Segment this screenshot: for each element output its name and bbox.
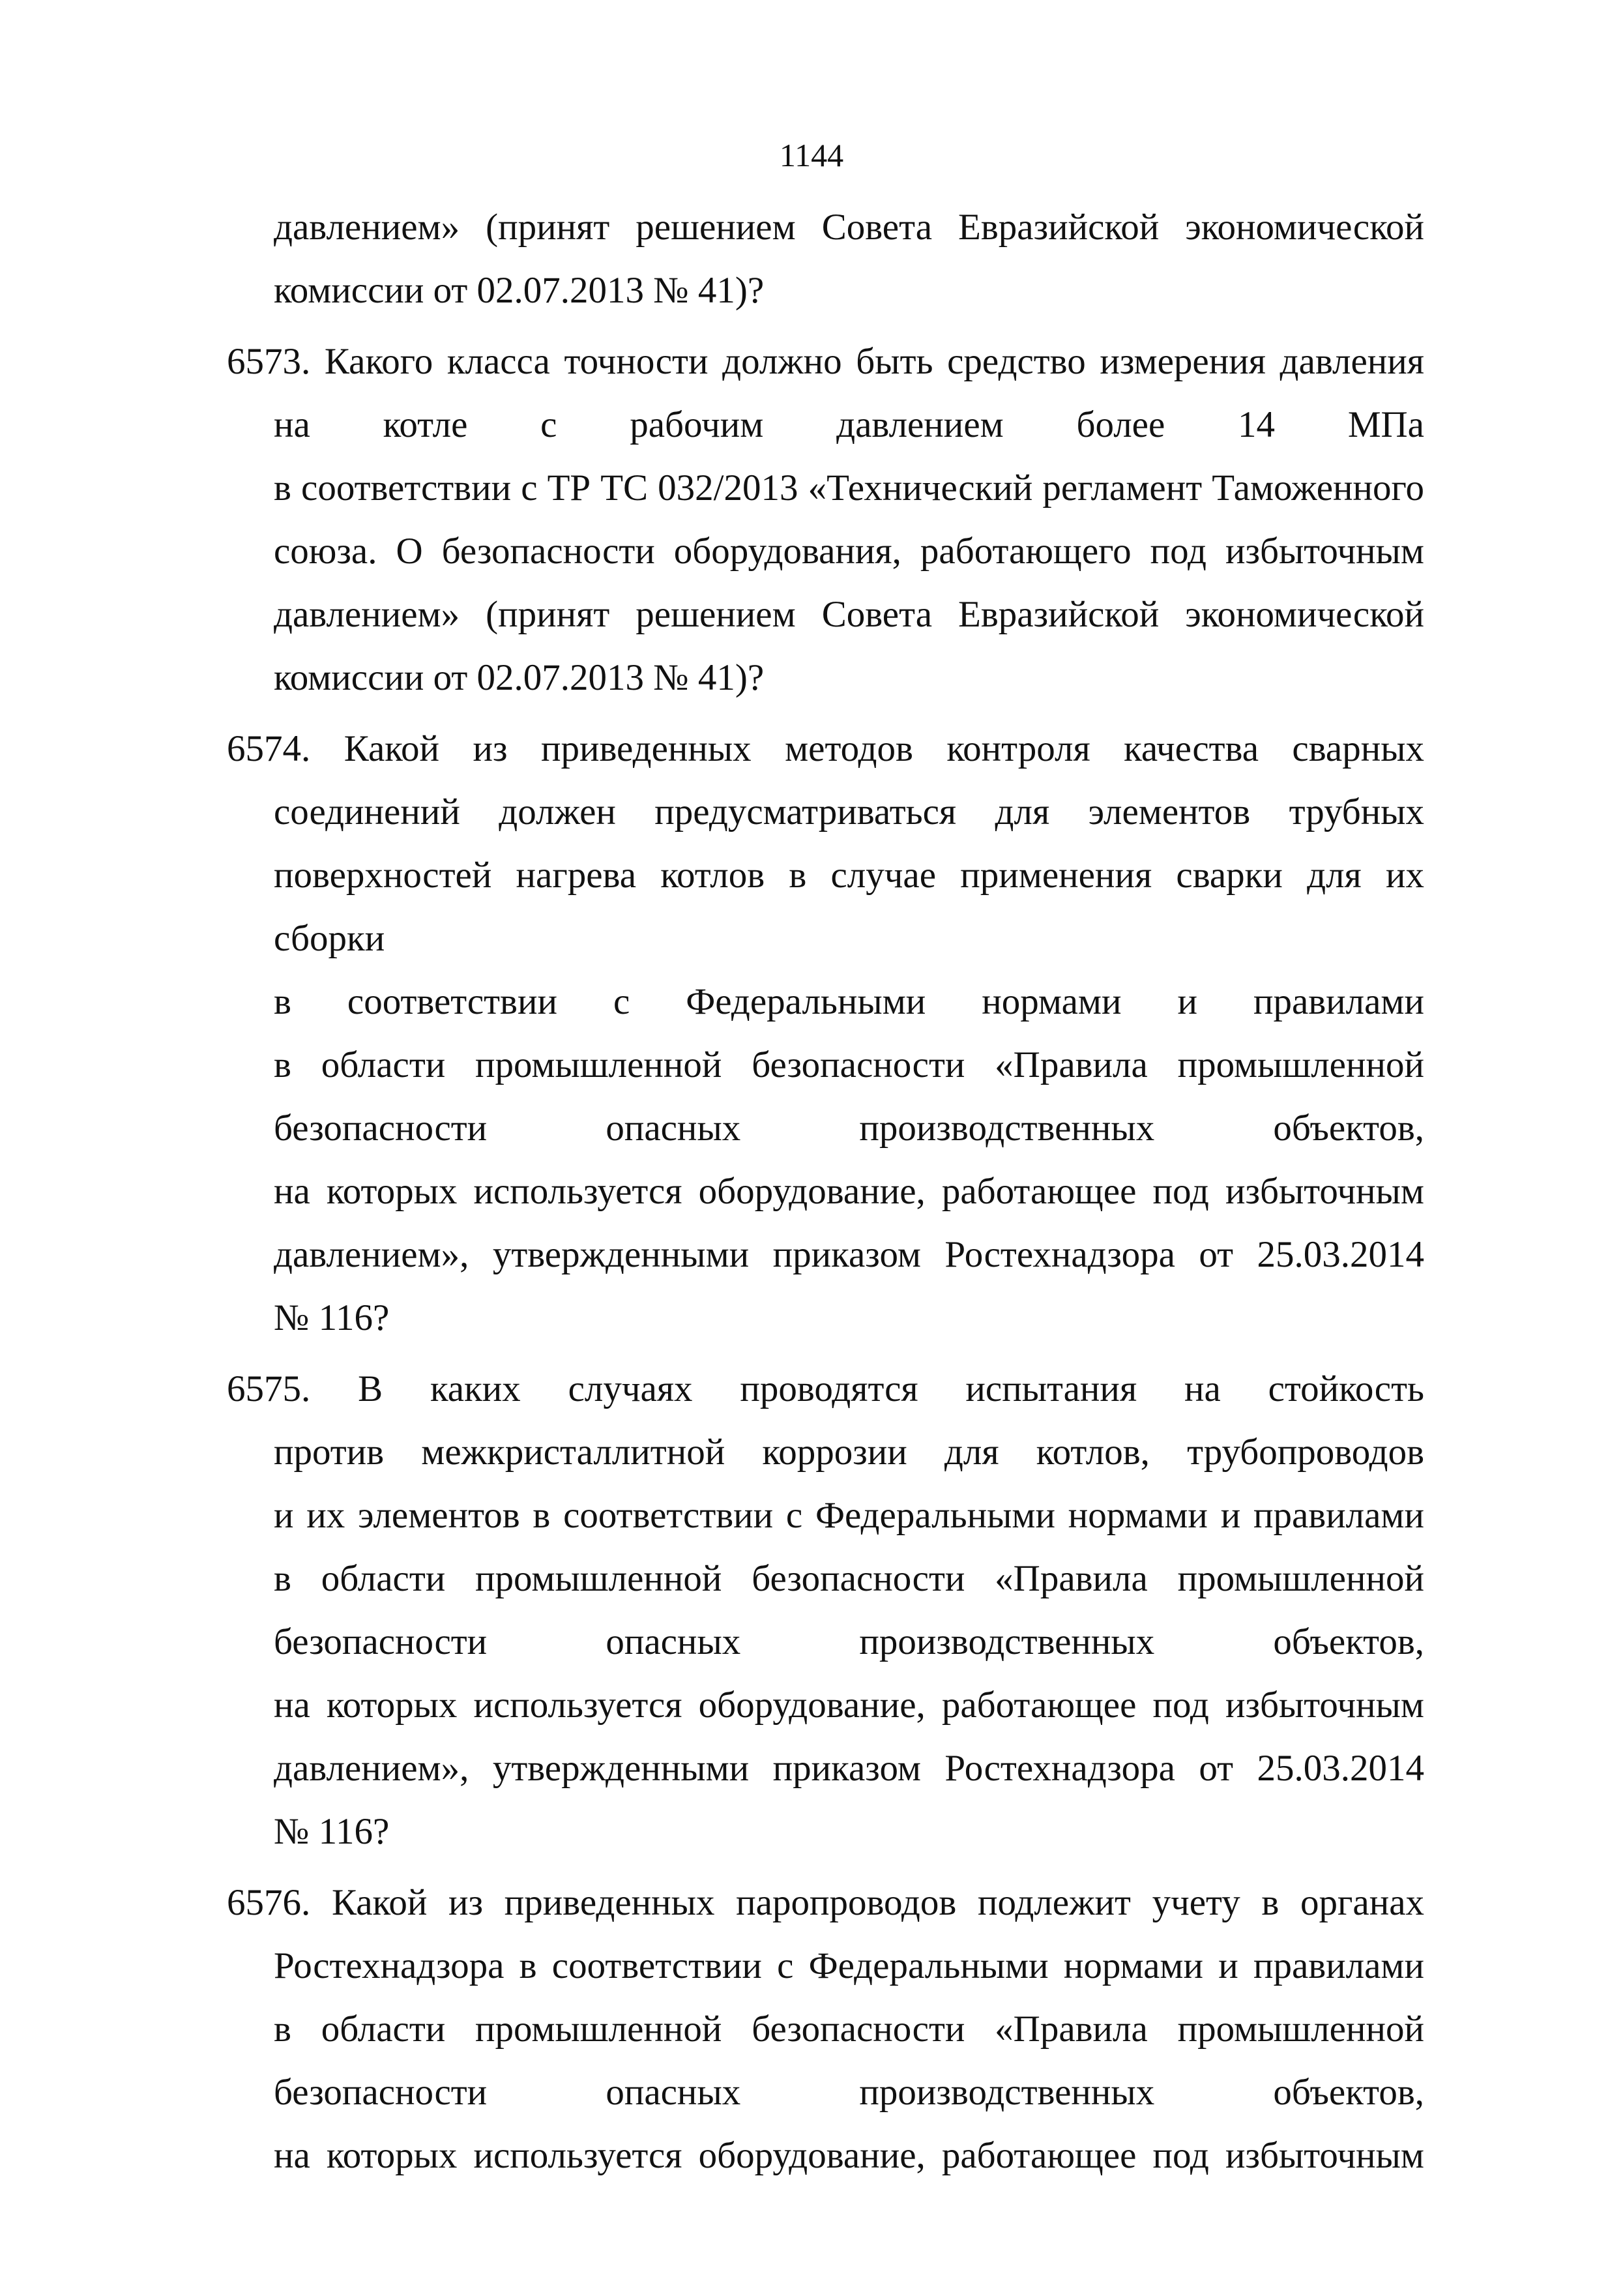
text-line: комиссии от 02.07.2013 № 41)?: [274, 657, 765, 698]
question-item-6573: [227, 330, 1424, 709]
text-line: [227, 717, 1424, 780]
text-line: [227, 330, 1424, 393]
text-line: безопасности опасных производственных объектов,: [274, 1108, 1424, 1149]
question-text-start: В каких случаях проводятся испытания на стойкость: [358, 1368, 1425, 1409]
text-line: союза. О безопасности оборудования, работающего под избыточным: [274, 531, 1424, 572]
question-item-6576: [227, 1871, 1425, 2187]
text-line: № 116?: [274, 1297, 390, 1338]
text-line: в области промышленной безопасности «Правила промышленной: [274, 2009, 1424, 2050]
question-number: 6575.: [227, 1368, 311, 1409]
text-line: безопасности опасных производственных объектов,: [274, 1621, 1424, 1662]
text-line: на котле с рабочим давлением более 14 МПа: [274, 404, 1424, 445]
text-line: в области промышленной безопасности «Правила промышленной: [274, 1044, 1424, 1085]
text-line: безопасности опасных производственных объектов,: [274, 2072, 1424, 2113]
text-line: комиссии от 02.07.2013 № 41)?: [274, 270, 765, 311]
text-line: на которых используется оборудование, работающее под избыточным: [274, 1685, 1424, 1726]
text-line: в соответствии с ТР ТС 032/2013 «Технический регламент Таможенного: [274, 467, 1424, 508]
question-text-start: Какой из приведенных паропроводов подлежит учету в органах: [331, 1882, 1425, 1923]
text-line: и их элементов в соответствии с Федеральными нормами и правилами: [274, 1495, 1424, 1536]
text-line: давлением» (принят решением Совета Евразийской экономической: [274, 207, 1424, 248]
text-line: соединений должен предусматриваться для элементов трубных: [274, 791, 1424, 832]
text-line: [227, 1357, 1424, 1420]
text-line: № 116?: [274, 1811, 390, 1852]
document-body: [227, 196, 1425, 2187]
text-line: давлением», утвержденными приказом Ростехнадзора от 25.03.2014: [274, 1234, 1424, 1275]
text-line: на которых используется оборудование, работающее под избыточным: [274, 1171, 1424, 1212]
continuation-paragraph: [274, 196, 1424, 322]
text-line: Ростехнадзора в соответствии с Федеральными нормами и правилами: [274, 1945, 1424, 1986]
question-text-start: Какого класса точности должно быть средство измерения давления: [324, 341, 1424, 382]
text-line: в соответствии с Федеральными нормами и правилами: [274, 981, 1424, 1022]
text-line: поверхностей нагрева котлов в случае применения сварки для их сборки: [274, 855, 1424, 959]
text-line: давлением» (принят решением Совета Евразийской экономической: [274, 594, 1424, 635]
text-line: против межкристаллитной коррозии для котлов, трубопроводов: [274, 1432, 1424, 1473]
question-item-6575: [227, 1357, 1425, 1863]
text-line: в области промышленной безопасности «Правила промышленной: [274, 1558, 1424, 1599]
question-number: 6573.: [227, 341, 311, 382]
question-text-start: Какой из приведенных методов контроля качества сварных: [344, 728, 1424, 769]
text-line: [227, 1871, 1424, 1934]
page-number: 1144: [779, 137, 844, 173]
question-number: 6574.: [227, 728, 311, 769]
text-line: давлением», утвержденными приказом Ростехнадзора от 25.03.2014: [274, 1748, 1424, 1789]
text-line: на которых используется оборудование, работающее под избыточным: [274, 2135, 1424, 2176]
question-item-6574: [227, 717, 1424, 1349]
question-number: 6576.: [227, 1882, 311, 1923]
